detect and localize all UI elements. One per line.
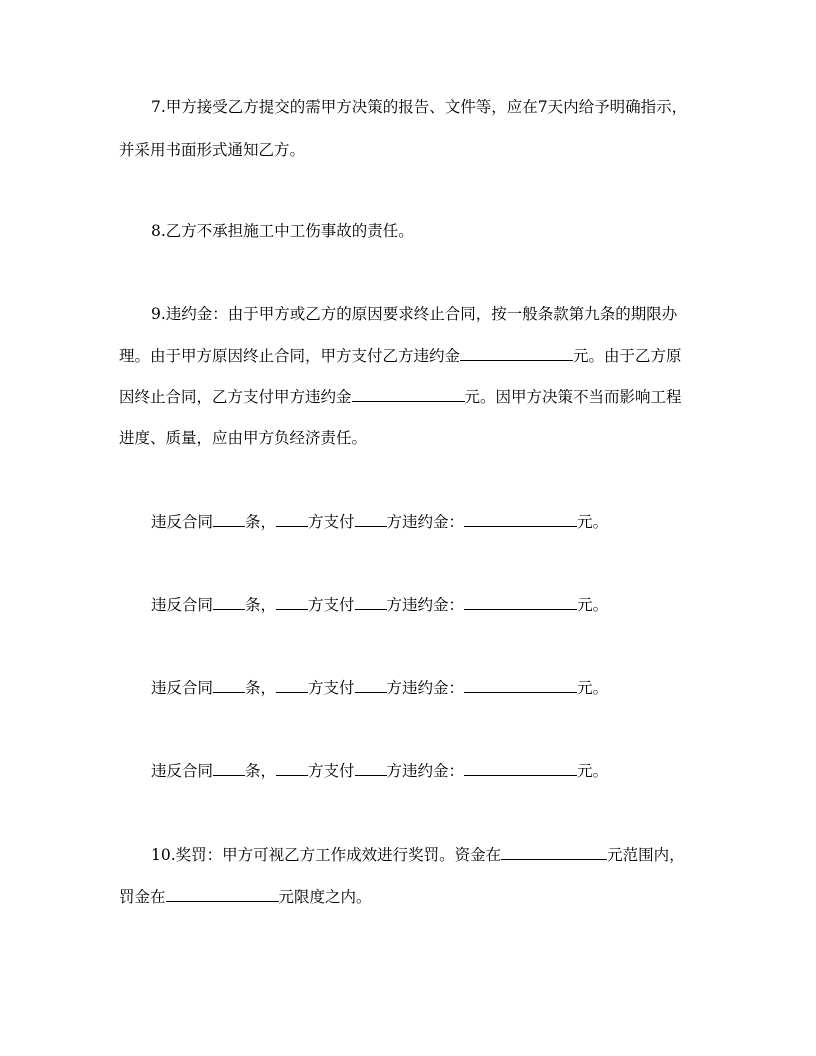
clause-9-line-3: 因终止合同，乙方支付甲方违约金 元。因甲方决策不当而影响工程 <box>119 388 682 406</box>
blank-party[interactable] <box>276 511 308 527</box>
blank-party[interactable] <box>355 511 387 527</box>
blank-clause-no[interactable] <box>213 677 245 693</box>
blank-clause-no[interactable] <box>213 594 245 610</box>
clause-8-line-1: 8.乙方不承担施工中工伤事故的责任。 <box>151 222 414 240</box>
breach-row: 违反合同 条， 方支付 方违约金： 元。 <box>151 679 609 697</box>
clause-7-line-1: 7.甲方接受乙方提交的需甲方决策的报告、文件等，应在7天内给予明确指示， <box>151 98 688 116</box>
clause-9-line-1: 9.违约金：由于甲方或乙方的原因要求终止合同，按一般条款第九条的期限办 <box>151 305 678 323</box>
blank-party[interactable] <box>276 594 308 610</box>
breach-row: 违反合同 条， 方支付 方违约金： 元。 <box>151 513 609 531</box>
blank-party[interactable] <box>276 677 308 693</box>
blank-amount[interactable] <box>464 511 577 527</box>
blank-reward-amount[interactable] <box>501 844 607 860</box>
blank-amount[interactable] <box>464 760 577 776</box>
clause-10-line-1: 10.奖罚：甲方可视乙方工作成效进行奖罚。资金在 元范围内， <box>151 846 685 864</box>
blank-penalty-b[interactable] <box>352 386 465 402</box>
blank-penalty-a[interactable] <box>460 345 573 361</box>
blank-party[interactable] <box>355 760 387 776</box>
breach-row: 违反合同 条， 方支付 方违约金： 元。 <box>151 762 609 780</box>
blank-party[interactable] <box>276 760 308 776</box>
blank-party[interactable] <box>355 677 387 693</box>
clause-10-line-2: 罚金在 元限度之内。 <box>119 888 372 906</box>
breach-row: 违反合同 条， 方支付 方违约金： 元。 <box>151 596 609 614</box>
clause-7-line-2: 并采用书面形式通知乙方。 <box>119 141 306 159</box>
blank-amount[interactable] <box>464 677 577 693</box>
clause-9-line-2: 理。由于甲方原因终止合同，甲方支付乙方违约金 元。由于乙方原 <box>119 347 682 365</box>
blank-fine-amount[interactable] <box>166 886 279 902</box>
blank-clause-no[interactable] <box>213 760 245 776</box>
blank-clause-no[interactable] <box>213 511 245 527</box>
blank-amount[interactable] <box>464 594 577 610</box>
blank-party[interactable] <box>355 594 387 610</box>
clause-9-line-4: 进度、质量，应由甲方负经济责任。 <box>119 429 368 447</box>
